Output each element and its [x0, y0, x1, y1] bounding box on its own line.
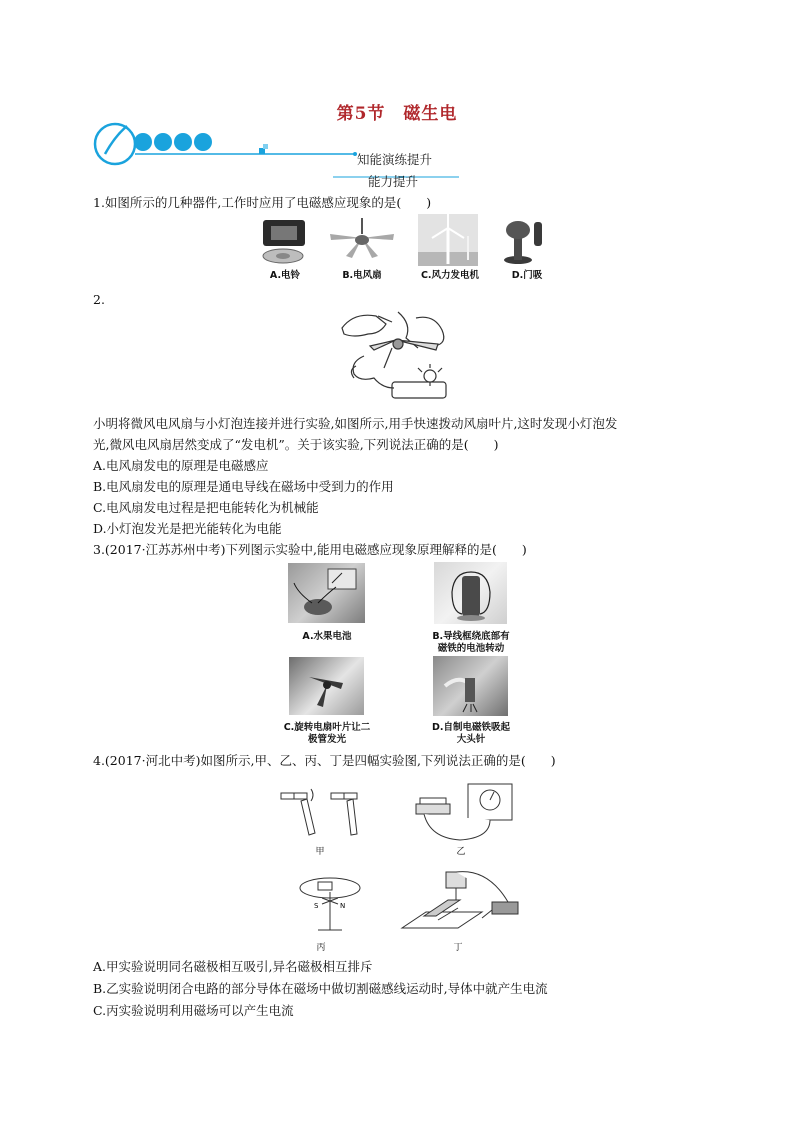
- wind-turbine-icon: [418, 214, 478, 266]
- q2-option-d: D.小灯泡发光是把光能转化为电能: [93, 521, 282, 536]
- q4-figure-ding: [398, 868, 526, 938]
- q4-figure-yi: [410, 778, 520, 848]
- q2-figure-fan-bulb: [334, 304, 464, 412]
- q3-photo-d: [433, 656, 508, 716]
- q4-option-c: C.丙实验说明利用磁场可以产生电流: [93, 1003, 294, 1018]
- q2-option-c: C.电风扇发电过程是把电能转化为机械能: [93, 500, 319, 515]
- q3-caption-c-line2: 极管发光: [307, 734, 346, 745]
- q1-image-fan: [328, 216, 396, 266]
- page-title: 第5节 磁生电: [336, 104, 458, 124]
- q3-photo-b: [434, 562, 507, 624]
- q3-caption-c-line1: C.旋转电扇叶片让二: [283, 722, 371, 733]
- electromagnet-pins-icon: [433, 656, 508, 716]
- q3-caption-a: [268, 631, 386, 643]
- q4-figure-jia: [277, 785, 367, 845]
- q3-caption-b-line2: 磁铁的电池转动: [437, 643, 505, 654]
- q4-label-ding: 丁: [453, 943, 463, 953]
- q4-label-jia: 甲: [315, 847, 325, 857]
- q1-caption-b: B.电风扇: [342, 270, 382, 281]
- q2-stem-line2: 光,微风电风扇居然变成了“发电机”。关于该实验,下列说法正确的是( ): [93, 437, 499, 452]
- fruit-battery-icon: [288, 563, 365, 623]
- q3-caption-b-line1: B.导线框绕底部有: [432, 631, 510, 642]
- banner-emblem-icon: [95, 124, 135, 164]
- q4-figure-bing: [296, 868, 370, 938]
- q1-caption-d: D.门吸: [511, 270, 543, 281]
- q1-image-bell: [255, 216, 315, 266]
- q3-caption-a-line1: A.水果电池: [302, 631, 352, 642]
- svg-text:S: S: [314, 902, 319, 910]
- q2-number: 2.: [93, 292, 105, 307]
- q1-image-wind-turbine: [418, 214, 478, 266]
- q3-caption-b: [416, 631, 526, 655]
- q1-stem: 1.如图所示的几种器件,工作时应用了电磁感应现象的是( ): [93, 195, 432, 210]
- q4-option-b: B.乙实验说明闭合电路的部分导体在磁场中做切割磁感线运动时,导体中就产生电流: [93, 981, 548, 996]
- q4-label-bing: 丙: [316, 943, 326, 953]
- q3-stem: 3.(2017·江苏苏州中考)下列图示实验中,能用电磁感应现象原理解释的是( ): [93, 542, 527, 557]
- q3-caption-d-line2: 大头针: [456, 734, 486, 745]
- banner-subsection-label: 能力提升: [368, 174, 419, 189]
- q1-image-door-stop: [498, 216, 548, 266]
- q4-stem: 4.(2017·河北中考)如图所示,甲、乙、丙、丁是四幅实验图,下列说法正确的是( ): [93, 753, 556, 768]
- door-stop-icon: [498, 216, 548, 266]
- q2-option-a: A.电风扇发电的原理是电磁感应: [93, 458, 269, 473]
- rails-magnet-circuit-icon: [398, 868, 526, 938]
- svg-text:N: N: [340, 902, 346, 910]
- ceiling-fan-icon: [328, 216, 396, 266]
- fan-diode-icon: [289, 657, 364, 715]
- banner-section-label: 知能演练提升: [357, 152, 433, 167]
- magnets-hanging-icon: [277, 785, 367, 845]
- q4-option-a: A.甲实验说明同名磁极相互吸引,异名磁极相互排斥: [93, 959, 373, 974]
- q3-caption-d-line1: D.自制电磁铁吸起: [432, 722, 510, 733]
- q3-photo-a: [288, 563, 365, 623]
- q2-option-b: B.电风扇发电的原理是通电导线在磁场中受到力的作用: [93, 479, 394, 494]
- q1-caption-c: C.风力发电机: [420, 270, 480, 281]
- q1-caption-a: A.电铃: [269, 270, 301, 281]
- electric-bell-icon: [255, 216, 315, 266]
- hand-fan-bulb-icon: [334, 304, 464, 412]
- magnet-galvanometer-icon: [410, 778, 520, 848]
- wire-compass-icon: [296, 868, 370, 938]
- q3-caption-c: [274, 722, 380, 746]
- q4-label-yi: 乙: [456, 847, 466, 857]
- battery-wire-frame-icon: [434, 562, 507, 624]
- q3-photo-c: [289, 657, 364, 715]
- q3-caption-d: [418, 722, 524, 746]
- q2-stem-line1: 小明将微风电风扇与小灯泡连接并进行实验,如图所示,用手快速拨动风扇叶片,这时发现小灯泡发: [93, 416, 618, 431]
